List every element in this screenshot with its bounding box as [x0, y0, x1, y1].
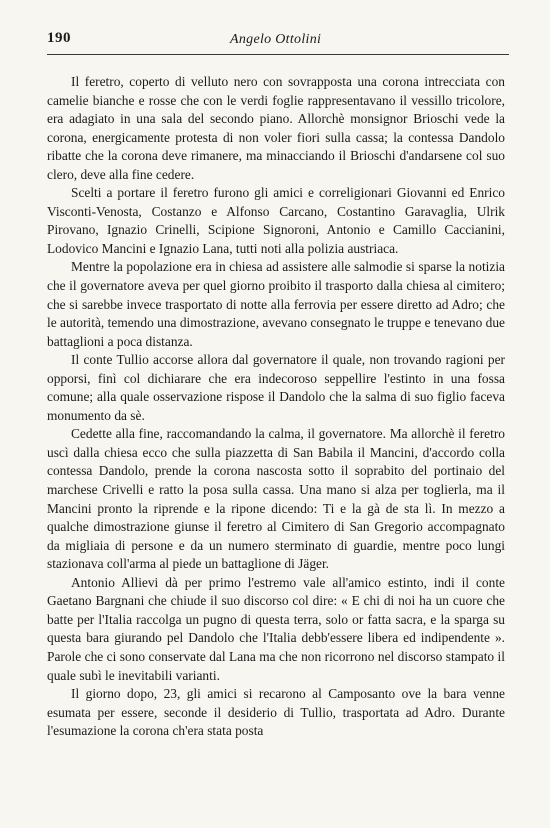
running-head: Angelo Ottolini — [230, 32, 322, 47]
paragraph: Antonio Allievi dà per primo l'estremo vale all'amico estinto, indi il conte Gaetano Bargnani che chiude il suo discorso col dire: « E chi di noi ha un cuore che batte per l'Italia raccolga un pugno di questa terra, solo or fatta sacra, e la sparga su questa bara giurando pel Dandolo che l'Italia debb'essere libera ed indipendente ». Parole che ci sono conservate dal Lana ma che non ricorrono nel discorso stampato il quale subì le inevitabili varianti. — [47, 574, 505, 683]
page-header — [47, 30, 507, 52]
body-text — [47, 73, 505, 741]
paragraph: Il feretro, coperto di velluto nero con sovrapposta una corona intrecciata con camelie bianche e rosse che con le verdi foglie rappresentavano il vessillo tricolore, era adagiato in una sala del secondo piano. Allorchè monsignor Brioschi vede la corona, energicamente protesta di non voler fiori sulla cassa; la contessa Dandolo ribatte che la corona deve rimanere, ma minacciando il Brioschi d'andarsene col suo clero, deve alla fine cedere. — [47, 74, 505, 182]
header-rule — [47, 54, 509, 55]
paragraph: Il giorno dopo, 23, gli amici si recarono al Camposanto ove la bara venne esumata per essere, seconde il desiderio di Tullio, trasportata ad Adro. Durante l'esumazione la corona ch'era stata posta — [47, 686, 505, 739]
paragraph: Cedette alla fine, raccomandando la calma, il governatore. Ma allorchè il feretro uscì dalla chiesa ecco che sulla piazzetta di San Babila il Mancini, d'accordo colla contessa Dandolo, prende la corona nascosta sotto il soprabito del portinaio del marchese Crivelli e ratto la posa sulla cassa. Una mano si alza per toglierla, ma il Mancini pronto la riprende e la ripone dicendo: Ti e la gà de sta lì. In mezzo a qualche dimostrazione giunse il feretro al Cimitero di San Gregorio accompagnato da migliaia di persone e da un numero sterminato di guardie, mentre poco lungi stazionava coll'arma al piede un battaglione di Jäger. — [47, 426, 505, 572]
paragraph: Il conte Tullio accorse allora dal governatore il quale, non trovando ragioni per opporsi, finì col dichiarare che era indecoroso seppellire l'estinto in una fossa comune; alla quale osservazione rispose il Dandolo che la salma di suo figlio faceva monumento da sè. — [47, 352, 505, 423]
paragraph: Mentre la popolazione era in chiesa ad assistere alle salmodie si sparse la notizia che il governatore aveva per quel giorno proibito il trasporto dalla chiesa al cimitero; che si sarebbe invece trasportato di notte alla ferrovia per essere diretto ad Adro; che le autorità, temendo una dimostrazione, avevano consegnato le truppe e tenevano due battaglioni a poca distanza. — [47, 259, 505, 349]
paragraph: Scelti a portare il feretro furono gli amici e correligionari Giovanni ed Enrico Visconti-Venosta, Costanzo e Alfonso Carcano, Costantino Garavaglia, Ulrik Pirovano, Ignazio Crinelli, Scipione Signoroni, Antonio e Camillo Caccianini, Lodovico Mancini e Ignazio Lana, tutti noti alla polizia austriaca. — [47, 185, 505, 256]
page-number: 190 — [47, 30, 71, 46]
